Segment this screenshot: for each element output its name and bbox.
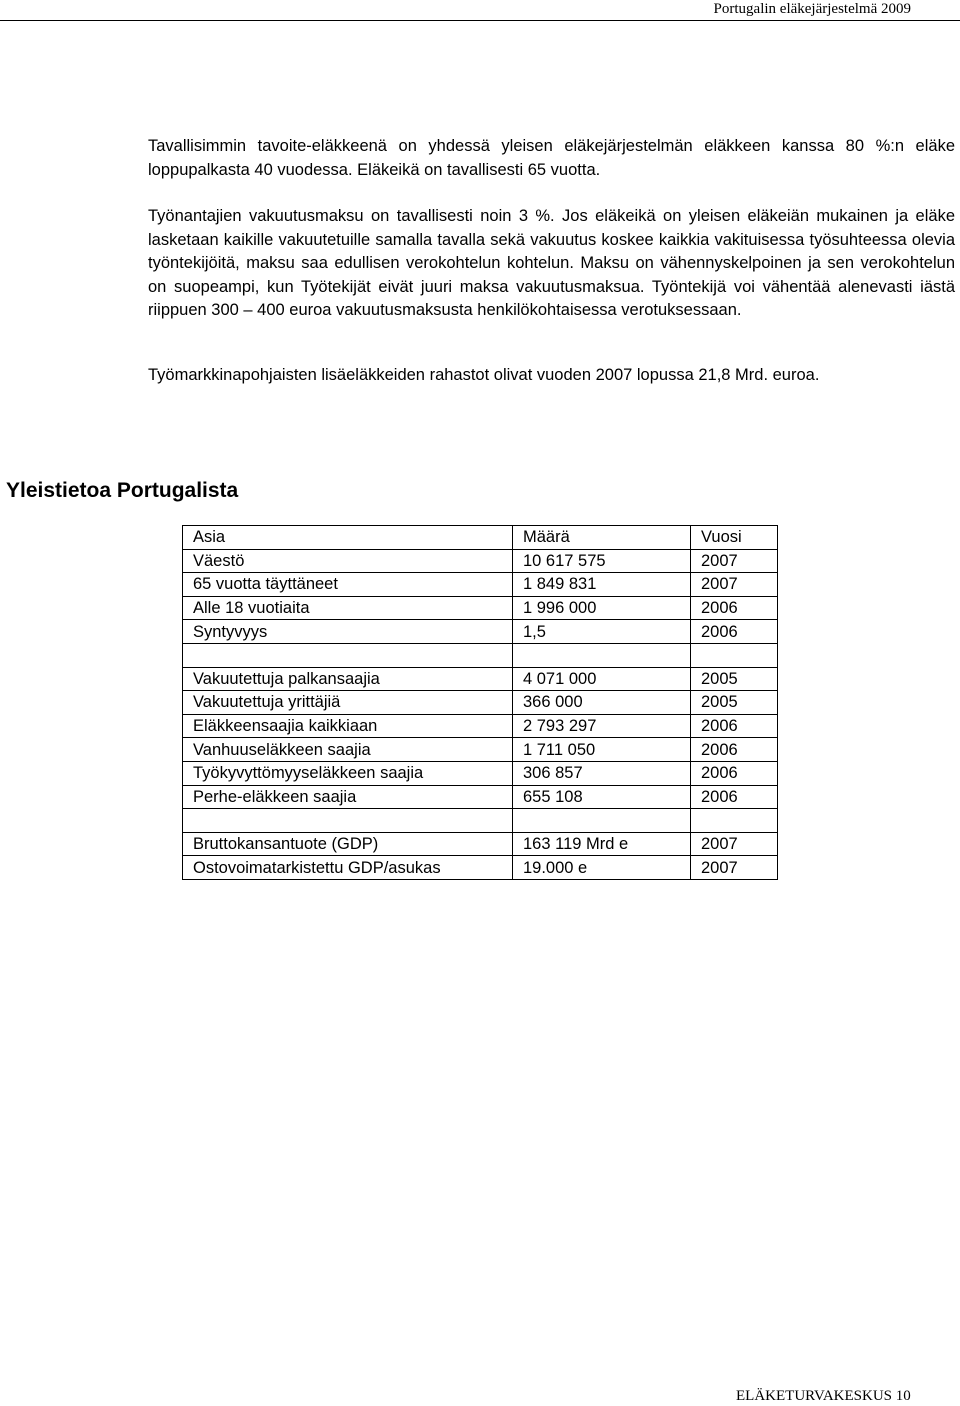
- table-row: [183, 667, 778, 691]
- table-row: [183, 573, 778, 597]
- table-row: [183, 785, 778, 809]
- table-row-spacer: [183, 643, 778, 667]
- cell-amount: 306 857: [513, 761, 691, 785]
- cell-empty: [691, 809, 778, 833]
- cell-amount: 1 711 050: [513, 738, 691, 762]
- paragraph-fund-assets: Työmarkkinapohjaisten lisäeläkkeiden rahastot olivat vuoden 2007 lopussa 21,8 Mrd. euroa.: [148, 366, 820, 384]
- cell-year: 2005: [691, 667, 778, 691]
- cell-year: 2006: [691, 596, 778, 620]
- cell-empty: [513, 809, 691, 833]
- table-row: [183, 856, 778, 880]
- cell-empty: [513, 643, 691, 667]
- paragraph-target-pension: Tavallisimmin tavoite-eläkkeenä on yhdessä yleisen eläkejärjestelmän eläkkeen kanssa 80 %:n eläke loppupalkasta 40 vuodessa. Eläkeikä on tavallisesti 65 vuotta.: [148, 137, 955, 179]
- cell-subject: Vanhuuseläkkeen saajia: [183, 738, 513, 762]
- page-footer: ELÄKETURVAKESKUS 10: [736, 1388, 911, 1404]
- cell-amount: 10 617 575: [513, 549, 691, 573]
- cell-year: 2006: [691, 761, 778, 785]
- cell-subject: Perhe-eläkkeen saajia: [183, 785, 513, 809]
- cell-subject: Työkyvyttömyyseläkkeen saajia: [183, 761, 513, 785]
- table-row: [183, 714, 778, 738]
- cell-year: 2006: [691, 785, 778, 809]
- cell-subject: Bruttokansantuote (GDP): [183, 832, 513, 856]
- cell-empty: [183, 809, 513, 833]
- cell-year: 2007: [691, 573, 778, 597]
- cell-subject: 65 vuotta täyttäneet: [183, 573, 513, 597]
- table-row: [183, 620, 778, 644]
- cell-subject: Vakuutettuja yrittäjiä: [183, 691, 513, 715]
- section-heading: Yleistietoa Portugalista: [6, 479, 239, 502]
- table-row: [183, 549, 778, 573]
- cell-amount: 4 071 000: [513, 667, 691, 691]
- table-row: [183, 761, 778, 785]
- cell-amount: 366 000: [513, 691, 691, 715]
- table-row: [183, 738, 778, 762]
- facts-table: [182, 525, 778, 880]
- cell-empty: [691, 643, 778, 667]
- cell-year: 2007: [691, 549, 778, 573]
- cell-subject: Väestö: [183, 549, 513, 573]
- table-row: [183, 596, 778, 620]
- header-cell-year: Vuosi: [691, 526, 778, 550]
- cell-amount: 1,5: [513, 620, 691, 644]
- cell-year: 2005: [691, 691, 778, 715]
- cell-amount: 2 793 297: [513, 714, 691, 738]
- cell-year: 2006: [691, 738, 778, 762]
- cell-amount: 1 996 000: [513, 596, 691, 620]
- cell-subject: Eläkkeensaajia kaikkiaan: [183, 714, 513, 738]
- header-cell-subject: Asia: [183, 526, 513, 550]
- table-header-row: [183, 526, 778, 550]
- cell-empty: [183, 643, 513, 667]
- paragraph-employer-contribution: Työnantajien vakuutusmaksu on tavallisesti noin 3 %. Jos eläkeikä on yleisen eläkeiän mukainen ja eläke lasketaan kaikille vakuutetuille samalla tavalla sekä vakuutus koskee kaikkia vakituisessa työsuhteessa olevia työntekijöitä, maksu saa edullisen verokohtelun kohtelun. Maksu on vähennyskelpoinen ja sen verokohtelun on suopeampi, kun Työtekijät eivät juuri maksa vakuutusmaksua. Työntekijä voi vähentää alenevasti iästä riippuen 300 – 400 euroa vakuutusmaksusta henkilökohtaisessa verotuksessaan.: [148, 207, 955, 319]
- cell-amount: 19.000 e: [513, 856, 691, 880]
- table-row: [183, 832, 778, 856]
- header-cell-amount: Määrä: [513, 526, 691, 550]
- cell-amount: 655 108: [513, 785, 691, 809]
- cell-subject: Syntyvyys: [183, 620, 513, 644]
- table-row: [183, 691, 778, 715]
- running-header: Portugalin eläkejärjestelmä 2009: [713, 1, 911, 17]
- cell-year: 2006: [691, 620, 778, 644]
- cell-year: 2006: [691, 714, 778, 738]
- table-row-spacer: [183, 809, 778, 833]
- cell-year: 2007: [691, 832, 778, 856]
- cell-amount: 1 849 831: [513, 573, 691, 597]
- header-rule: [0, 20, 960, 21]
- cell-subject: Vakuutettuja palkansaajia: [183, 667, 513, 691]
- cell-subject: Ostovoimatarkistettu GDP/asukas: [183, 856, 513, 880]
- cell-year: 2007: [691, 856, 778, 880]
- cell-subject: Alle 18 vuotiaita: [183, 596, 513, 620]
- cell-amount: 163 119 Mrd e: [513, 832, 691, 856]
